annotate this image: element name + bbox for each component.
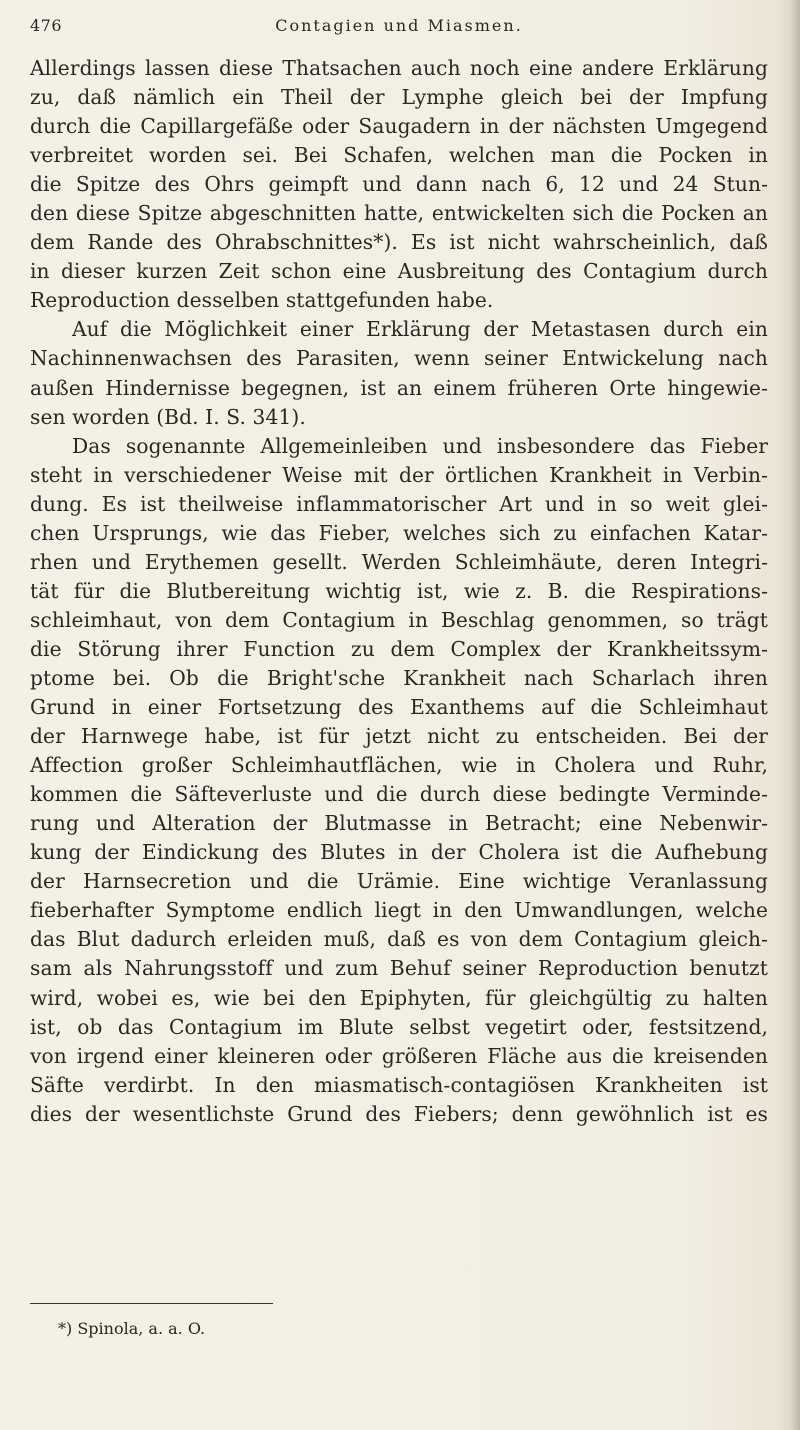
text-line: rung und Alteration der Blutmasse in Betracht; eine Nebenwir- xyxy=(30,811,768,836)
text-line: wird, wobei es, wie bei den Epiphyten, für gleichgültig zu halten xyxy=(30,985,768,1010)
footnote: *) Spinola, a. a. O. xyxy=(58,1319,206,1338)
text-line: Nachinnenwachsen des Parasiten, wenn seiner Entwickelung nach xyxy=(30,346,768,371)
text-line: dung. Es ist theilweise inflammatorischer Art und in so weit glei- xyxy=(30,491,768,516)
text-line: dies der wesentlichste Grund des Fiebers; denn gewöhnlich ist es xyxy=(30,1101,768,1126)
text-line: die Spitze des Ohrs geimpft und dann nach 6, 12 und 24 Stun- xyxy=(30,172,768,197)
page-number: 476 xyxy=(30,16,63,35)
text-line: fieberhafter Symptome endlich liegt in den Umwandlungen, welche xyxy=(30,898,768,923)
page-header xyxy=(30,14,768,44)
text-line: der Harnsecretion und die Urämie. Eine wichtige Veranlassung xyxy=(30,869,768,894)
paragraph-start-line: Das sogenannte Allgemeinleiben und insbesondere das Fieber xyxy=(72,433,768,458)
paragraph-start-line: Auf die Möglichkeit einer Erklärung der Metastasen durch ein xyxy=(72,317,768,342)
body-text xyxy=(30,54,768,1129)
text-line: kommen die Säfteverluste und die durch diese bedingte Verminde- xyxy=(30,782,768,807)
text-line: dem Rande des Ohrabschnittes*). Es ist nicht wahrscheinlich, daß xyxy=(30,230,768,255)
text-line: rhen und Erythemen gesellt. Werden Schleimhäute, deren Integri- xyxy=(30,549,768,574)
text-line: verbreitet worden sei. Bei Schafen, welchen man die Pocken in xyxy=(30,143,768,168)
running-title: Contagien und Miasmen. xyxy=(275,16,523,35)
text-line: kung der Eindickung des Blutes in der Cholera ist die Aufhebung xyxy=(30,840,768,865)
text-line: von irgend einer kleineren oder größeren Fläche aus die kreisenden xyxy=(30,1043,768,1068)
text-line: Reproduction desselben stattgefunden habe. xyxy=(30,288,494,313)
text-line: den diese Spitze abgeschnitten hatte, entwickelten sich die Pocken an xyxy=(30,201,768,226)
text-line: durch die Capillargefäße oder Saugadern in der nächsten Umgegend xyxy=(30,114,768,139)
text-line: schleimhaut, von dem Contagium in Beschlag genommen, so trägt xyxy=(30,607,768,632)
text-line: das Blut dadurch erleiden muß, daß es von dem Contagium gleich- xyxy=(30,927,768,952)
text-line: chen Ursprungs, wie das Fieber, welches sich zu einfachen Katar- xyxy=(30,520,768,545)
text-line: in dieser kurzen Zeit schon eine Ausbreitung des Contagium durch xyxy=(30,259,768,284)
text-line: außen Hindernisse begegnen, ist an einem früheren Orte hingewie- xyxy=(30,375,768,400)
text-line: der Harnwege habe, ist für jetzt nicht zu entscheiden. Bei der xyxy=(30,724,768,749)
footnote-divider xyxy=(30,1303,273,1304)
page-edge-shadow xyxy=(790,0,800,1430)
text-line: sam als Nahrungsstoff und zum Behuf seiner Reproduction benutzt xyxy=(30,956,768,981)
text-line: tät für die Blutbereitung wichtig ist, wie z. B. die Respirations- xyxy=(30,578,768,603)
text-line: Affection großer Schleimhautflächen, wie in Cholera und Ruhr, xyxy=(30,753,768,778)
text-line: sen worden (Bd. I. S. 341). xyxy=(30,404,306,429)
text-line: steht in verschiedener Weise mit der örtlichen Krankheit in Verbin- xyxy=(30,462,768,487)
text-line: Grund in einer Fortsetzung des Exanthems auf die Schleimhaut xyxy=(30,695,768,720)
text-line: die Störung ihrer Function zu dem Complex der Krankheitssym- xyxy=(30,636,768,661)
text-line: Säfte verdirbt. In den miasmatisch-contagiösen Krankheiten ist xyxy=(30,1072,768,1097)
text-line: ptome bei. Ob die Bright'sche Krankheit nach Scharlach ihren xyxy=(30,665,768,690)
text-line: Allerdings lassen diese Thatsachen auch noch eine andere Erklärung xyxy=(30,56,768,80)
text-line: zu, daß nämlich ein Theil der Lymphe gleich bei der Impfung xyxy=(30,85,768,110)
text-line: ist, ob das Contagium im Blute selbst vegetirt oder, festsitzend, xyxy=(30,1014,768,1039)
